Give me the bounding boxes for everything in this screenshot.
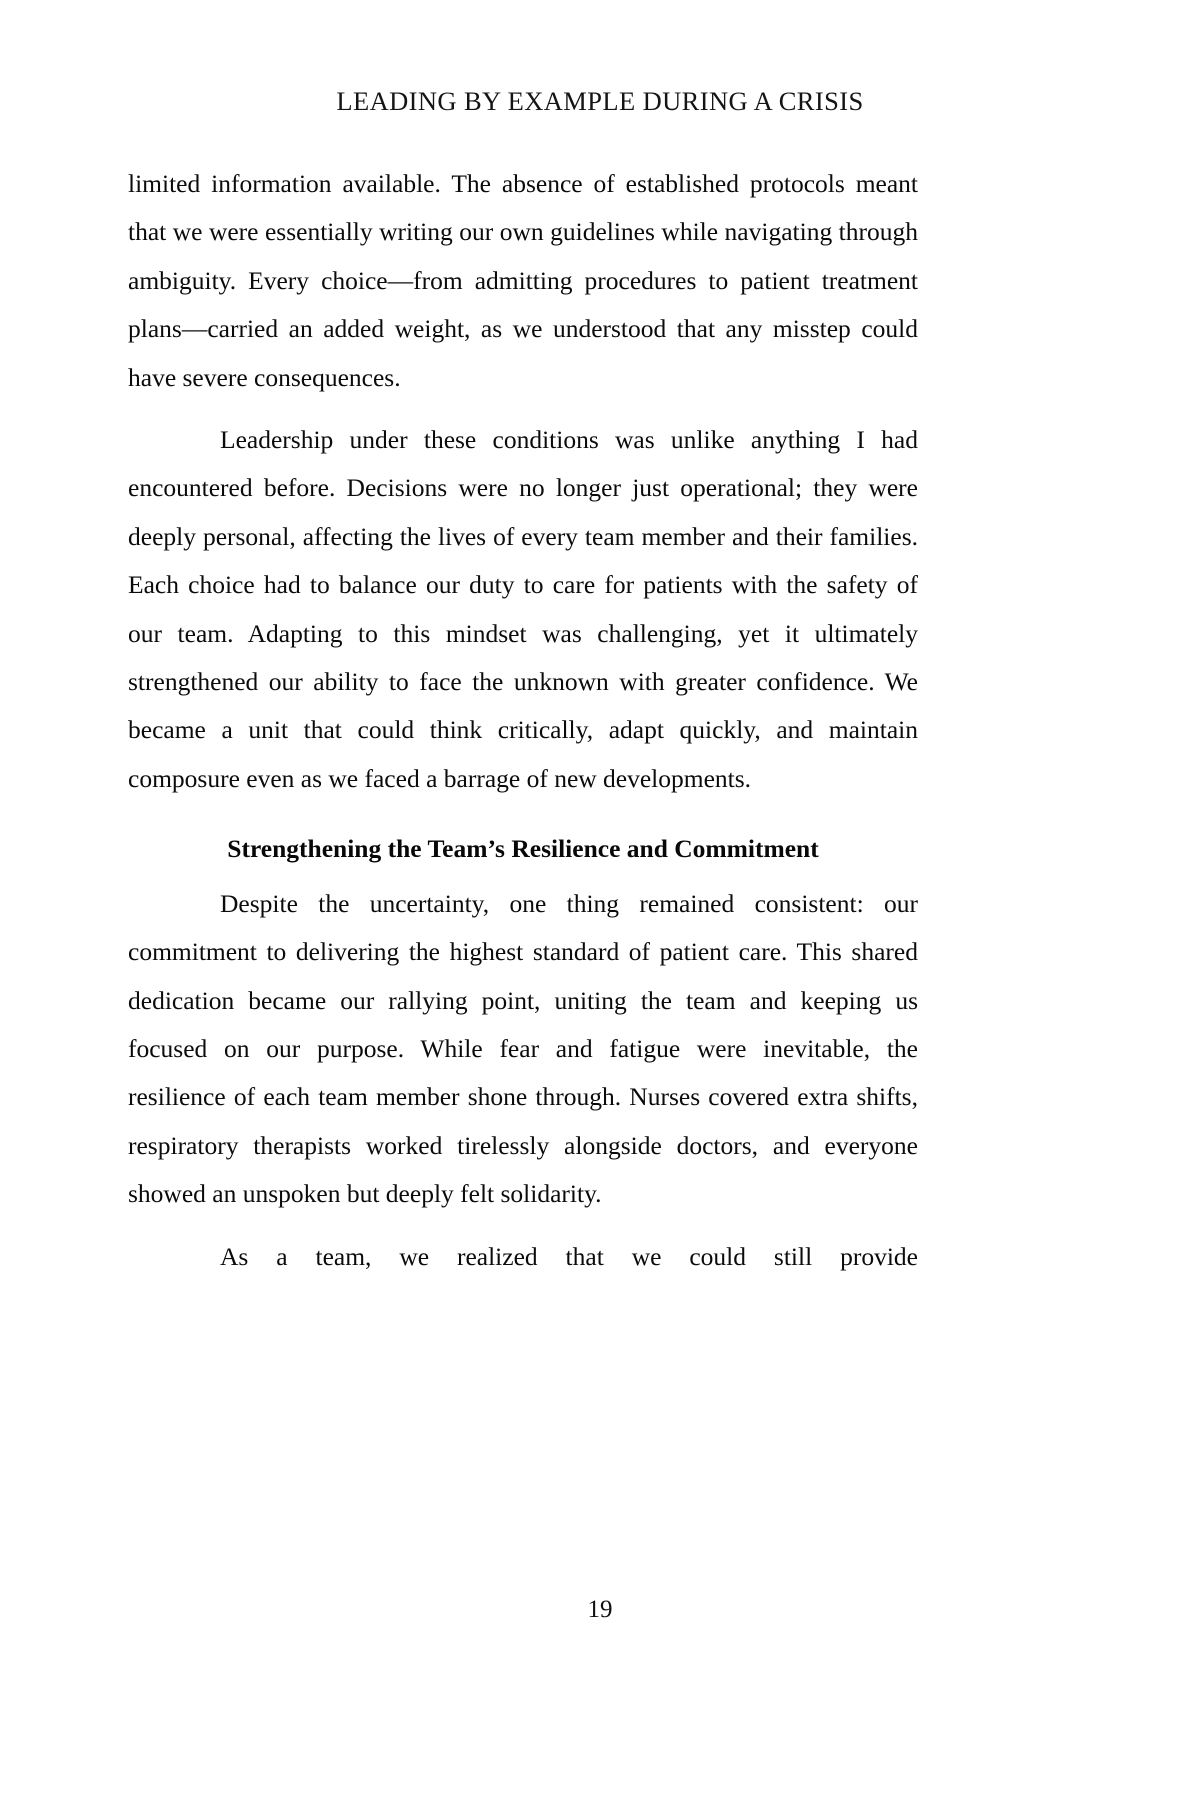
paragraph-3: Despite the uncertainty, one thing remained consistent: our commitment to delivering the highest standard of patient care. This shared dedication became our rallying point, uniting the team and keeping us focused on our purpose. While fear and fatigue were inevitable, the resilience of each team member shone through. Nurses covered extra shifts, respiratory therapists worked tirelessly alongside doctors, and everyone showed an unspoken but deeply felt solidarity. (128, 888, 918, 1209)
paragraph-4: As a team, we realized that we could still provide (220, 1241, 918, 1271)
running-header: LEADING BY EXAMPLE DURING A CRISIS (336, 86, 864, 116)
section-heading: Strengthening the Team’s Resilience and Commitment (227, 834, 819, 864)
text-column (128, 160, 918, 1329)
paragraph-1: limited information available. The absence of established protocols meant that we were essentially writing our own guidelines while navigating through ambiguity. Every choice—from admitting procedures to patient treatment plans—carried an added weight, as we understood that any misstep could have severe consequences. (128, 169, 918, 392)
page-number: 19 (587, 1596, 613, 1623)
paragraph-2: Leadership under these conditions was unlike anything I had encountered before. Decisions were no longer just operational; they were deeply personal, affecting the lives of every team member and their families. Each choice had to balance our duty to care for patients with the safety of our team. Adapting to this mindset was challenging, yet it ultimately strengthened our ability to face the unknown with greater confidence. We became a unit that could think critically, adapt quickly, and maintain composure even as we faced a barrage of new developments. (128, 425, 918, 793)
